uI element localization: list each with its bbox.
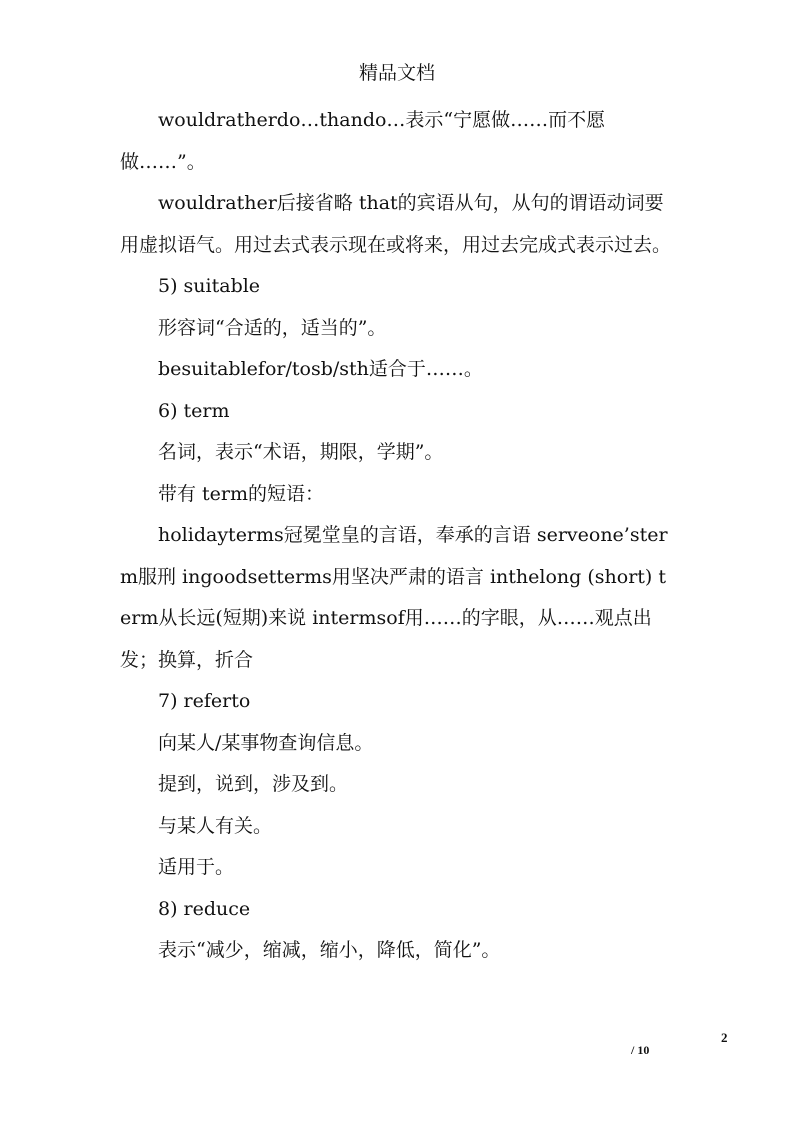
paragraph-refer-to-meaning-4: 适用于。 (158, 856, 235, 878)
paragraph-refer-to-meaning-1: 向某人/某事物查询信息。 (158, 731, 374, 754)
document-header-title: 精品文档 (358, 62, 435, 84)
paragraph-term-meaning: 名词，表示“术语，期限，学期”。 (158, 441, 444, 463)
paragraph-reduce-meaning: 表示“减少，缩减，缩小，降低，简化”。 (158, 939, 501, 961)
paragraph-term-phrases: holidayterms冠冕堂皇的言语，奉承的言语 serveone’sterm服刑 ingoodsetterms用坚决严肃的语言 inthelong (short) term从长远(短期)来说 intermsof用……的字眼，从……观点出发；换算，折合 (120, 524, 668, 671)
paragraph-refer-to-meaning-3: 与某人有关。 (158, 814, 273, 837)
heading-refer-to: 7) referto (158, 690, 251, 712)
paragraph-suitable-meaning: 形容词“合适的，适当的”。 (158, 316, 387, 339)
page-total: / 10 (631, 1043, 650, 1057)
paragraph-would-rather-meaning: wouldratherdo…thando…表示“宁愿做……而不愿做……”。 (120, 109, 606, 173)
heading-suitable: 5) suitable (158, 275, 261, 297)
heading-reduce: 8) reduce (158, 897, 251, 920)
page-number: 2 (721, 1030, 728, 1045)
document-body (120, 100, 676, 972)
paragraph-would-rather-usage: wouldrather后接省略 that的宾语从句，从句的谓语动词要用虚拟语气。用过去式表示现在或将来，用过去完成式表示过去。 (120, 192, 672, 256)
heading-term: 6) term (158, 399, 230, 422)
paragraph-term-phrases-intro: 带有 term的短语： (158, 482, 325, 505)
paragraph-suitable-phrase: besuitablefor/tosb/sth适合于……。 (158, 358, 483, 380)
paragraph-refer-to-meaning-2: 提到，说到，涉及到。 (158, 773, 349, 795)
